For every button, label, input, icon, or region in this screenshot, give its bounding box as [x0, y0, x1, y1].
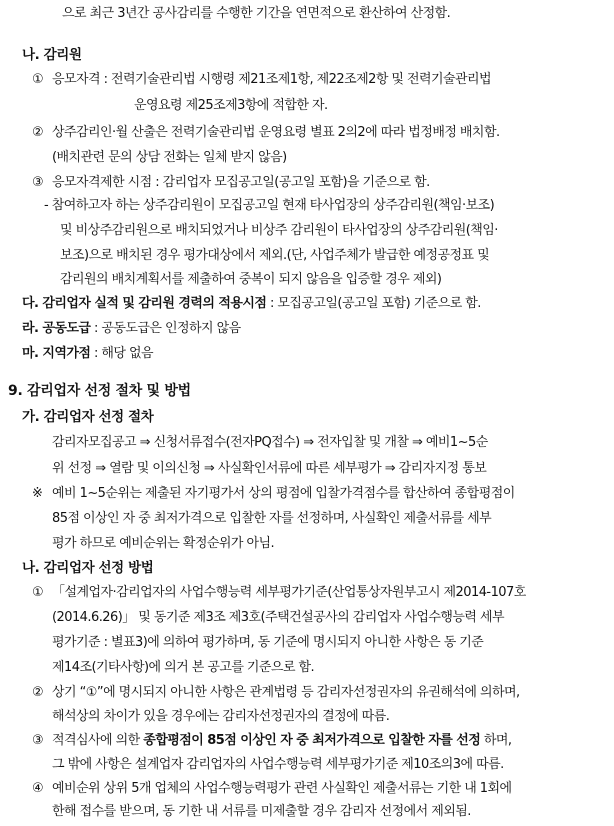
section-9-ga-heading: 가. 감리업자 선정 절차 [22, 409, 154, 425]
method-3-text [52, 733, 511, 749]
section-da-label: 다. 감리업자 실적 및 감리원 경력의 적용시점 [22, 296, 267, 311]
method-2-number: ② [32, 685, 44, 700]
section-9-heading: 9. 감리업자 선정 절차 및 방법 [8, 383, 191, 399]
method-4-text-cont: 한해 접수를 받으며, 동 기한 내 서류를 미제출할 경우 감리자 선정에서 제외됨. [52, 804, 471, 819]
note-text-cont-2: 평가 하므로 예비순위는 확정순위가 아님. [52, 536, 275, 551]
item-2-text-cont: (배치관련 문의 상담 전화는 일체 받지 않음) [52, 150, 287, 165]
procedure-flow-cont: 위 선정 ⇒ 열람 및 이의신청 ⇒ 사실확인서류에 따른 세부평가 ⇒ 감리자지정 통보 [52, 461, 487, 476]
section-ra-label: 라. 공동도급 [22, 321, 91, 336]
item-1-number: ① [32, 72, 44, 87]
section-ra-text: : 공동도급은 인정하지 않음 [90, 321, 241, 336]
method-1-text: 「설계업자·감리업자의 사업수행능력 세부평가기준(산업통상자원부고시 제2014-107호 [52, 585, 526, 600]
section-da-text: : 모집공고일(공고일 포함) 기준으로 함. [266, 296, 481, 311]
dash-item-text-cont-2: 보조)으로 배치된 경우 평가대상에서 제외.(단, 사업주체가 발급한 예정공정표 및 [60, 248, 490, 263]
note-text: 예비 1~5순위는 제출된 자기평가서 상의 평점에 입찰가격점수를 합산하여 종합평점이 [52, 486, 515, 501]
section-ma-text: : 해당 없음 [90, 346, 154, 361]
note-text-cont-1: 85점 이상인 자 중 최저가격으로 입찰한 자를 선정하며, 사실확인 제출서류를 세부 [52, 511, 492, 526]
intro-line: 으로 최근 3년간 공사감리를 수행한 기간을 연면적으로 환산하여 산정함. [62, 6, 451, 21]
method-3-text-cont: 그 밖에 사항은 설계업자 감리업자의 사업수행능력 세부평가기준 제10조의3에 따름. [52, 757, 504, 772]
method-1-text-cont-3: 제14조(기타사항)에 의거 본 공고를 기준으로 함. [52, 660, 315, 675]
method-2-text: 상기 “①”에 명시되지 아니한 사항은 관계법령 등 감리자선정권자의 유권해석에 의하며, [52, 685, 520, 700]
item-2-number: ② [32, 125, 44, 140]
method-1-text-cont-1: (2014.6.26)」 및 동기준 제3조 제3호(주택건설공사의 감리업자 사업수행능력 세부 [52, 610, 504, 625]
method-1-text-cont-2: 평가기준 : 별표3)에 의하여 평가하며, 동 기준에 명시되지 아니한 사항은 동 기준 [52, 635, 484, 650]
method-3-text-lead: 적격심사에 의한 [52, 733, 144, 748]
method-3-number: ③ [32, 733, 44, 748]
dash-item-text-cont-3: 감리원의 배치계획서를 제출하여 중복이 되지 않음을 입증할 경우 제외) [60, 272, 442, 287]
section-ma [22, 346, 153, 362]
section-ra [22, 321, 241, 337]
method-1-number: ① [32, 585, 44, 600]
item-2-text: 상주감리인·월 산출은 전력기술관리법 운영요령 별표 2의2에 따라 법정배정 배치함. [52, 125, 500, 140]
method-2-text-cont: 해석상의 차이가 있을 경우에는 감리자선정권자의 결정에 따름. [52, 709, 390, 724]
item-1-text: 응모자격 : 전력기술관리법 시행령 제21조제1항, 제22조제2항 및 전력기술관리법 [52, 72, 492, 87]
method-4-number: ④ [32, 781, 44, 796]
procedure-flow: 감리자모집공고 ⇒ 신청서류접수(전자PQ접수) ⇒ 전자입찰 및 개찰 ⇒ 예비1~5순 [52, 435, 488, 450]
section-da [22, 296, 481, 312]
item-1-text-cont: 운영요령 제25조제3항에 적합한 자. [134, 98, 328, 113]
section-9-na-heading: 나. 감리업자 선정 방법 [22, 560, 154, 576]
method-4-text: 예비순위 상위 5개 업체의 사업수행능력평가 관련 사실확인 제출서류는 기한 내 1회에 [52, 781, 512, 796]
section-na-heading: 나. 감리원 [22, 47, 82, 63]
dash-item-text-cont-1: 및 비상주감리원으로 배치되었거나 비상주 감리원이 타사업장의 상주감리원(책임· [60, 223, 498, 238]
item-3-number: ③ [32, 175, 44, 190]
method-3-text-emphasis: 종합평점이 85점 이상인 자 중 최저가격으로 입찰한 자를 선정 [143, 733, 481, 748]
method-3-text-tail: 하며, [480, 733, 512, 748]
dash-item-text: - 참여하고자 하는 상주감리원이 모집공고일 현재 타사업장의 상주감리원(책임·보조) [44, 198, 495, 213]
item-3-text: 응모자격제한 시점 : 감리업자 모집공고일(공고일 포함)을 기준으로 함. [52, 175, 430, 190]
note-mark: ※ [32, 486, 43, 501]
section-ma-label: 마. 지역가점 [22, 346, 91, 361]
